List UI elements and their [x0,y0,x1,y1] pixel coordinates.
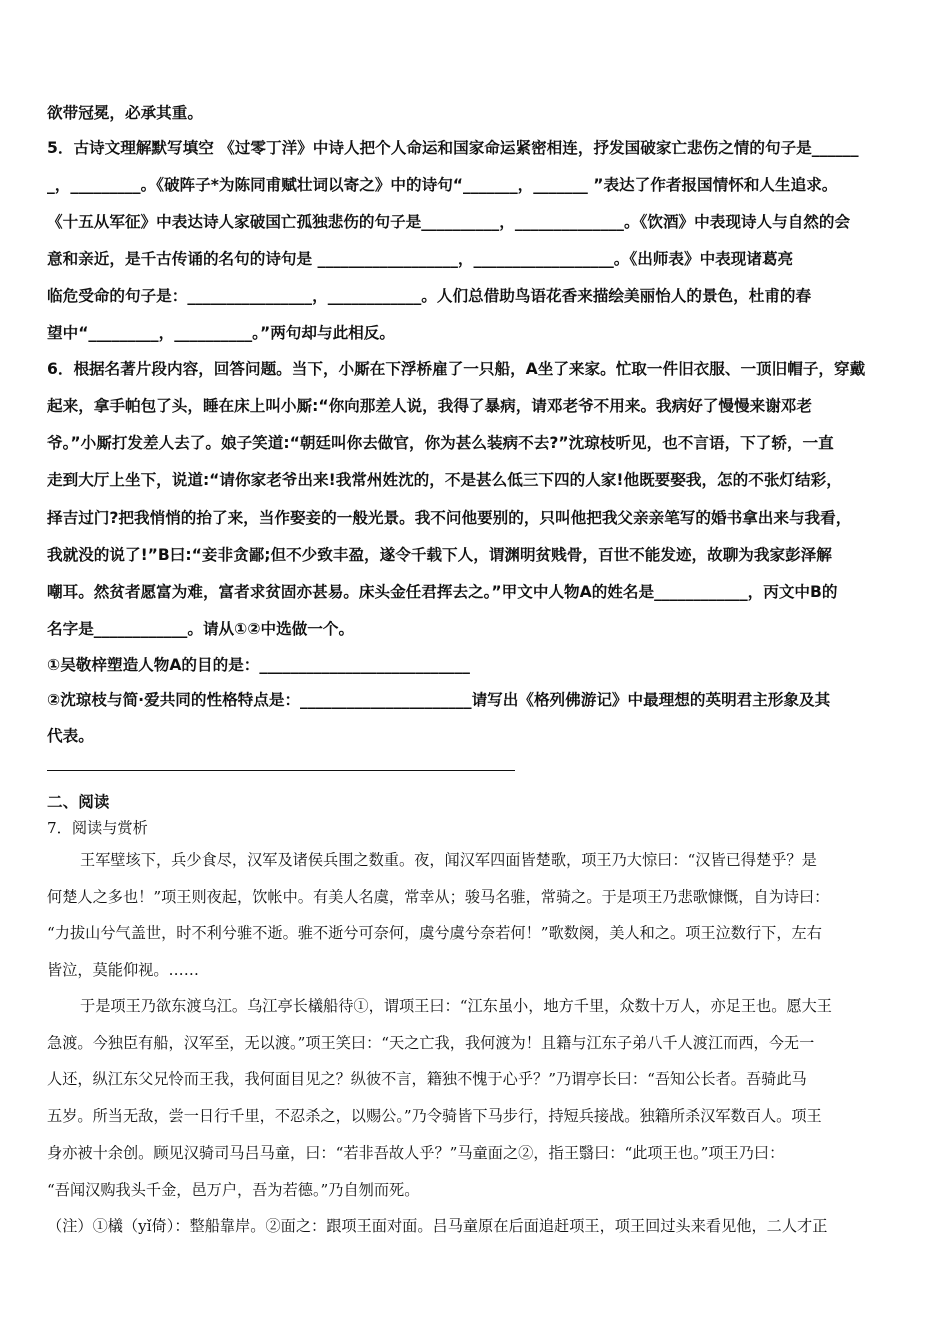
q6-option-2 [47,690,906,710]
q6-line-1: 6．根据名著片段内容，回答问题。当下，小厮在下浮桥雇了一只船，A坐了来家。忙取一件旧衣服、一顶旧帽子，穿戴 [47,360,866,378]
q6-line-8: 名字是____________。请从①②中选做一个。 [47,620,355,638]
answer-line [47,770,515,771]
passage-p2-line-4: 五岁。所当无敌，尝一日行千里，不忍杀之，以赐公。”乃令骑皆下马步行，持短兵接战。独籍所杀汉军数百人。项王 [47,1107,822,1125]
q5-line-5: 临危受命的句子是：________________，____________。人们总借助鸟语花香来描绘美丽怡人的景色，杜甫的春 [47,287,812,305]
q6-option-2-text: ②沈琼枝与简·爱共同的性格特点是：______________________ [47,691,472,709]
passage-p1-line-4: 皆泣，莫能仰视。…… [47,961,199,979]
q6-line-3: 爷。”小厮打发差人去了。娘子笑道:“朝廷叫你去做官，你为甚么装病不去?”沈琼枝听见，也不言语，下了轿，一直 [47,434,834,452]
q6-option-2-end: 代表。 [47,727,94,745]
q5-line-6: 望中“_________，__________。”两句却与此相反。 [47,324,395,342]
q5-line-2: _，_________。《破阵子*为陈同甫赋壮词以寄之》中的诗句“_______，_______ ”表达了作者报国情怀和人生追求。 [47,176,838,194]
section-title: 二、阅读 [47,793,110,811]
q5-line-1: 5．古诗文理解默写填空 《过零丁洋》中诗人把个人命运和国家命运紧密相连，抒发国破家亡悲伤之情的句子是______ [47,139,859,157]
q4-tail: 欲带冠冕，必承其重。 [47,104,203,122]
passage-p2-line-2: 急渡。今独臣有船，汉军至，无以渡。”项王笑曰：“天之亡我，我何渡为！且籍与江东子弟八千人渡江而西，今无一 [47,1034,815,1052]
q5-line-4: 意和亲近，是千古传诵的名句的诗句是 __________________，__________________。《出师表》中表现诸葛亮 [47,250,794,268]
passage-p2-line-1: 于是项王乃欲东渡乌江。乌江亭长檥船待①，谓项王曰：“江东虽小，地方千里，众数十万人，亦足王也。愿大王 [80,997,832,1015]
passage-note: （注）①檥（yǐ倚）：整船靠岸。②面之：跟项王面对面。吕马童原在后面追赶项王，项王回过头来看见他，二人才正 [47,1217,828,1235]
passage-p2-line-6: “吾闻汉购我头千金，邑万户，吾为若德。”乃自刎而死。 [47,1181,420,1199]
passage-p2-line-5: 身亦被十余创。顾见汉骑司马吕马童，曰：“若非吾故人乎？”马童面之②，指王翳曰：“此项王也。”项王乃曰： [47,1144,785,1162]
q7-title: 7．阅读与赏析 [47,819,148,837]
q6-line-2: 起来，拿手帕包了头，睡在床上叫小厮:“你向那差人说，我得了暴病，请邓老爷不用来。我病好了慢慢来谢邓老 [47,397,812,415]
q6-line-6: 我就没的说了!”B曰:“妾非贪鄙;但不少致丰盈，遂令千载下人，谓渊明贫贱骨，百世不能发迹，故聊为我家彭泽解 [47,546,832,564]
q6-option-2-question: 请写出《格列佛游记》中最理想的英明君主形象及其 [471,691,831,709]
passage-p1-line-1: 王军壁垓下，兵少食尽，汉军及诸侯兵围之数重。夜，闻汉军四面皆楚歌，项王乃大惊曰：“汉皆已得楚乎？是 [80,851,817,869]
q6-line-7: 嘲耳。然贫者愿富为难，富者求贫固亦甚易。床头金任君挥去之。”甲文中人物A的姓名是____________，丙文中B的 [47,583,838,601]
passage-p2-line-3: 人还，纵江东父兄怜而王我，我何面目见之？纵彼不言，籍独不愧于心乎？”乃谓亭长曰：“吾知公长者。吾骑此马 [47,1070,807,1088]
q6-option-1: ①吴敬梓塑造人物A的目的是：___________________________ [47,656,470,674]
q6-line-4: 走到大厅上坐下，说道:“请你家老爷出来!我常州姓沈的，不是甚么低三下四的人家!他既要娶我，怎的不张灯结彩， [47,471,842,489]
passage-p1-line-3: “力拔山兮气盖世，时不利兮骓不逝。骓不逝兮可奈何，虞兮虞兮奈若何！”歌数阕，美人和之。项王泣数行下，左右 [47,924,822,942]
q6-line-5: 择吉过门?把我悄悄的抬了来，当作娶妾的一般光景。我不问他要别的，只叫他把我父亲亲笔写的婚书拿出来与我看， [47,509,852,527]
passage-p1-line-2: 何楚人之多也！”项王则夜起，饮帐中。有美人名虞，常幸从；骏马名骓，常骑之。于是项王乃悲歌慷慨，自为诗曰： [47,888,830,906]
q5-line-3: 《十五从军征》中表达诗人家破国亡孤独悲伤的句子是__________，______________。《饮酒》中表现诗人与自然的会 [47,213,851,231]
